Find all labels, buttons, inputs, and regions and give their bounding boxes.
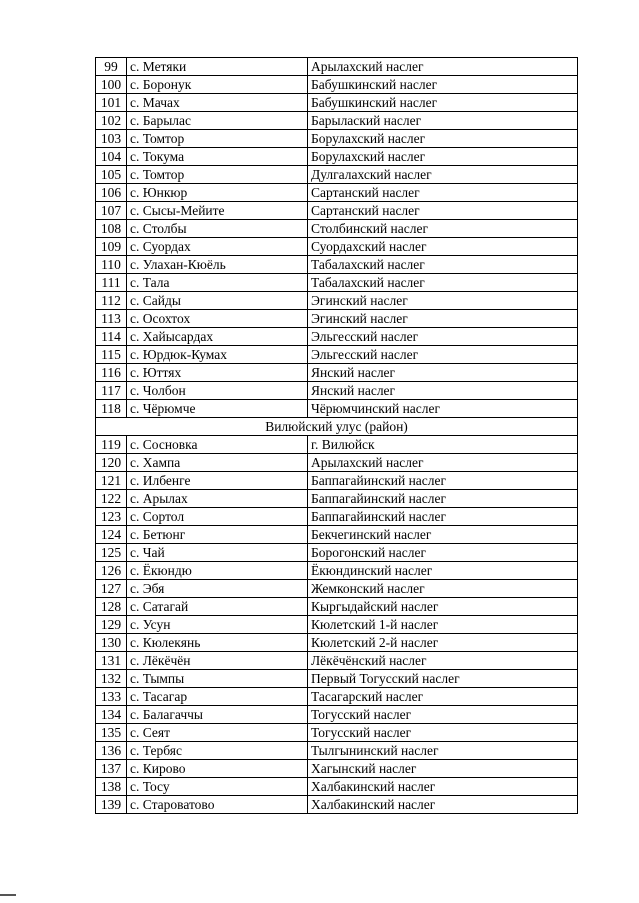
nasleg-name: Тылгынинский наслег xyxy=(308,742,578,760)
table-row xyxy=(96,796,578,814)
table-row xyxy=(96,382,578,400)
village-name: с. Тосу xyxy=(127,778,308,796)
village-name: с. Усун xyxy=(127,616,308,634)
village-name: с. Бетюнг xyxy=(127,526,308,544)
row-number: 113 xyxy=(96,310,127,328)
row-number: 104 xyxy=(96,148,127,166)
village-name: с. Юттях xyxy=(127,364,308,382)
nasleg-name: Баппагайинский наслег xyxy=(308,490,578,508)
village-name: с. Юнкюр xyxy=(127,184,308,202)
row-number: 120 xyxy=(96,454,127,472)
row-number: 126 xyxy=(96,562,127,580)
table-row xyxy=(96,292,578,310)
row-number: 128 xyxy=(96,598,127,616)
village-name: с. Хампа xyxy=(127,454,308,472)
table-row xyxy=(96,112,578,130)
table-row xyxy=(96,706,578,724)
table-row xyxy=(96,94,578,112)
table-row xyxy=(96,310,578,328)
nasleg-name: Суордахский наслег xyxy=(308,238,578,256)
village-name: с. Арылах xyxy=(127,490,308,508)
table-row xyxy=(96,616,578,634)
nasleg-name: Бабушкинский наслег xyxy=(308,94,578,112)
nasleg-name: Борогонский наслег xyxy=(308,544,578,562)
table-row xyxy=(96,634,578,652)
village-name: с. Осохтох xyxy=(127,310,308,328)
row-number: 116 xyxy=(96,364,127,382)
nasleg-name: Борулахский наслег xyxy=(308,148,578,166)
row-number: 123 xyxy=(96,508,127,526)
nasleg-name: Бабушкинский наслег xyxy=(308,76,578,94)
row-number: 137 xyxy=(96,760,127,778)
village-name: с. Сысы-Мейите xyxy=(127,202,308,220)
row-number: 105 xyxy=(96,166,127,184)
nasleg-name: Жемконский наслег xyxy=(308,580,578,598)
table-row xyxy=(96,580,578,598)
village-name: с. Сеят xyxy=(127,724,308,742)
section-title: Вилюйский улус (район) xyxy=(96,418,578,436)
nasleg-name: Хагынский наслег xyxy=(308,760,578,778)
table-row xyxy=(96,742,578,760)
nasleg-name: Табалахский наслег xyxy=(308,274,578,292)
nasleg-name: Чёрюмчинский наслег xyxy=(308,400,578,418)
village-name: с. Сатагай xyxy=(127,598,308,616)
village-name: с. Томтор xyxy=(127,130,308,148)
row-number: 136 xyxy=(96,742,127,760)
nasleg-name: Барылаский наслег xyxy=(308,112,578,130)
row-number: 111 xyxy=(96,274,127,292)
nasleg-name: Борулахский наслег xyxy=(308,130,578,148)
row-number: 115 xyxy=(96,346,127,364)
scan-edge-mark xyxy=(0,894,16,896)
table-row xyxy=(96,184,578,202)
table-row xyxy=(96,130,578,148)
row-number: 106 xyxy=(96,184,127,202)
row-number: 102 xyxy=(96,112,127,130)
nasleg-name: Сартанский наслег xyxy=(308,202,578,220)
row-number: 127 xyxy=(96,580,127,598)
village-name: с. Кирово xyxy=(127,760,308,778)
nasleg-name: Тогусский наслег xyxy=(308,724,578,742)
nasleg-name: Эльгесский наслег xyxy=(308,346,578,364)
row-number: 117 xyxy=(96,382,127,400)
village-name: с. Токума xyxy=(127,148,308,166)
row-number: 129 xyxy=(96,616,127,634)
table-row xyxy=(96,346,578,364)
nasleg-name: Сартанский наслег xyxy=(308,184,578,202)
row-number: 131 xyxy=(96,652,127,670)
table-row xyxy=(96,202,578,220)
table-row xyxy=(96,670,578,688)
table-row xyxy=(96,526,578,544)
village-name: с. Юрдюк-Кумах xyxy=(127,346,308,364)
nasleg-name: Халбакинский наслег xyxy=(308,796,578,814)
row-number: 112 xyxy=(96,292,127,310)
table-row xyxy=(96,76,578,94)
nasleg-name: Халбакинский наслег xyxy=(308,778,578,796)
village-name: с. Чолбон xyxy=(127,382,308,400)
settlements-table-body xyxy=(96,58,578,814)
village-name: с. Боронук xyxy=(127,76,308,94)
nasleg-name: Тасагарский наслег xyxy=(308,688,578,706)
row-number: 107 xyxy=(96,202,127,220)
row-number: 100 xyxy=(96,76,127,94)
village-name: с. Староватово xyxy=(127,796,308,814)
table-row xyxy=(96,760,578,778)
nasleg-name: Дулгалахский наслег xyxy=(308,166,578,184)
row-number: 119 xyxy=(96,436,127,454)
table-row xyxy=(96,220,578,238)
village-name: с. Ёкюндю xyxy=(127,562,308,580)
nasleg-name: Бекчегинский наслег xyxy=(308,526,578,544)
section-header-row xyxy=(96,418,578,436)
table-row xyxy=(96,256,578,274)
nasleg-name: Янский наслег xyxy=(308,382,578,400)
village-name: с. Барылас xyxy=(127,112,308,130)
village-name: с. Тербяс xyxy=(127,742,308,760)
row-number: 101 xyxy=(96,94,127,112)
row-number: 110 xyxy=(96,256,127,274)
village-name: с. Сортол xyxy=(127,508,308,526)
village-name: с. Чёрюмче xyxy=(127,400,308,418)
village-name: с. Сосновка xyxy=(127,436,308,454)
table-row xyxy=(96,238,578,256)
village-name: с. Столбы xyxy=(127,220,308,238)
table-row xyxy=(96,148,578,166)
nasleg-name: Кюлетский 2-й наслег xyxy=(308,634,578,652)
nasleg-name: Кюлетский 1-й наслег xyxy=(308,616,578,634)
row-number: 122 xyxy=(96,490,127,508)
table-row xyxy=(96,274,578,292)
nasleg-name: Арылахский наслег xyxy=(308,58,578,76)
row-number: 109 xyxy=(96,238,127,256)
table-row xyxy=(96,472,578,490)
row-number: 118 xyxy=(96,400,127,418)
nasleg-name: Ёкюндинский наслег xyxy=(308,562,578,580)
village-name: с. Метяки xyxy=(127,58,308,76)
nasleg-name: Янский наслег xyxy=(308,364,578,382)
table-row xyxy=(96,58,578,76)
row-number: 138 xyxy=(96,778,127,796)
nasleg-name: Эльгесский наслег xyxy=(308,328,578,346)
nasleg-name: Кыргыдайский наслег xyxy=(308,598,578,616)
village-name: с. Балагаччы xyxy=(127,706,308,724)
table-row xyxy=(96,562,578,580)
nasleg-name: Эгинский наслег xyxy=(308,292,578,310)
table-row xyxy=(96,364,578,382)
nasleg-name: Табалахский наслег xyxy=(308,256,578,274)
village-name: с. Илбенге xyxy=(127,472,308,490)
settlements-table xyxy=(95,57,578,814)
row-number: 133 xyxy=(96,688,127,706)
nasleg-name: г. Вилюйск xyxy=(308,436,578,454)
table-row xyxy=(96,652,578,670)
row-number: 114 xyxy=(96,328,127,346)
table-row xyxy=(96,400,578,418)
village-name: с. Тымпы xyxy=(127,670,308,688)
table-row xyxy=(96,544,578,562)
row-number: 124 xyxy=(96,526,127,544)
nasleg-name: Столбинский наслег xyxy=(308,220,578,238)
village-name: с. Эбя xyxy=(127,580,308,598)
table-row xyxy=(96,454,578,472)
village-name: с. Лёкёчён xyxy=(127,652,308,670)
row-number: 130 xyxy=(96,634,127,652)
village-name: с. Хайысардах xyxy=(127,328,308,346)
nasleg-name: Эгинский наслег xyxy=(308,310,578,328)
row-number: 125 xyxy=(96,544,127,562)
nasleg-name: Баппагайинский наслег xyxy=(308,472,578,490)
row-number: 135 xyxy=(96,724,127,742)
table-row xyxy=(96,508,578,526)
village-name: с. Тала xyxy=(127,274,308,292)
village-name: с. Тасагар xyxy=(127,688,308,706)
village-name: с. Чай xyxy=(127,544,308,562)
table-row xyxy=(96,328,578,346)
table-row xyxy=(96,724,578,742)
nasleg-name: Арылахский наслег xyxy=(308,454,578,472)
row-number: 139 xyxy=(96,796,127,814)
row-number: 121 xyxy=(96,472,127,490)
nasleg-name: Тогусский наслег xyxy=(308,706,578,724)
village-name: с. Мачах xyxy=(127,94,308,112)
nasleg-name: Первый Тогусский наслег xyxy=(308,670,578,688)
village-name: с. Томтор xyxy=(127,166,308,184)
table-row xyxy=(96,166,578,184)
table-row xyxy=(96,688,578,706)
village-name: с. Улахан-Кюёль xyxy=(127,256,308,274)
row-number: 108 xyxy=(96,220,127,238)
table-row xyxy=(96,598,578,616)
row-number: 103 xyxy=(96,130,127,148)
nasleg-name: Лёкёчёнский наслег xyxy=(308,652,578,670)
row-number: 99 xyxy=(96,58,127,76)
table-row xyxy=(96,436,578,454)
row-number: 134 xyxy=(96,706,127,724)
village-name: с. Суордах xyxy=(127,238,308,256)
village-name: с. Кюлекянь xyxy=(127,634,308,652)
table-row xyxy=(96,778,578,796)
table-row xyxy=(96,490,578,508)
row-number: 132 xyxy=(96,670,127,688)
village-name: с. Сайды xyxy=(127,292,308,310)
nasleg-name: Баппагайинский наслег xyxy=(308,508,578,526)
